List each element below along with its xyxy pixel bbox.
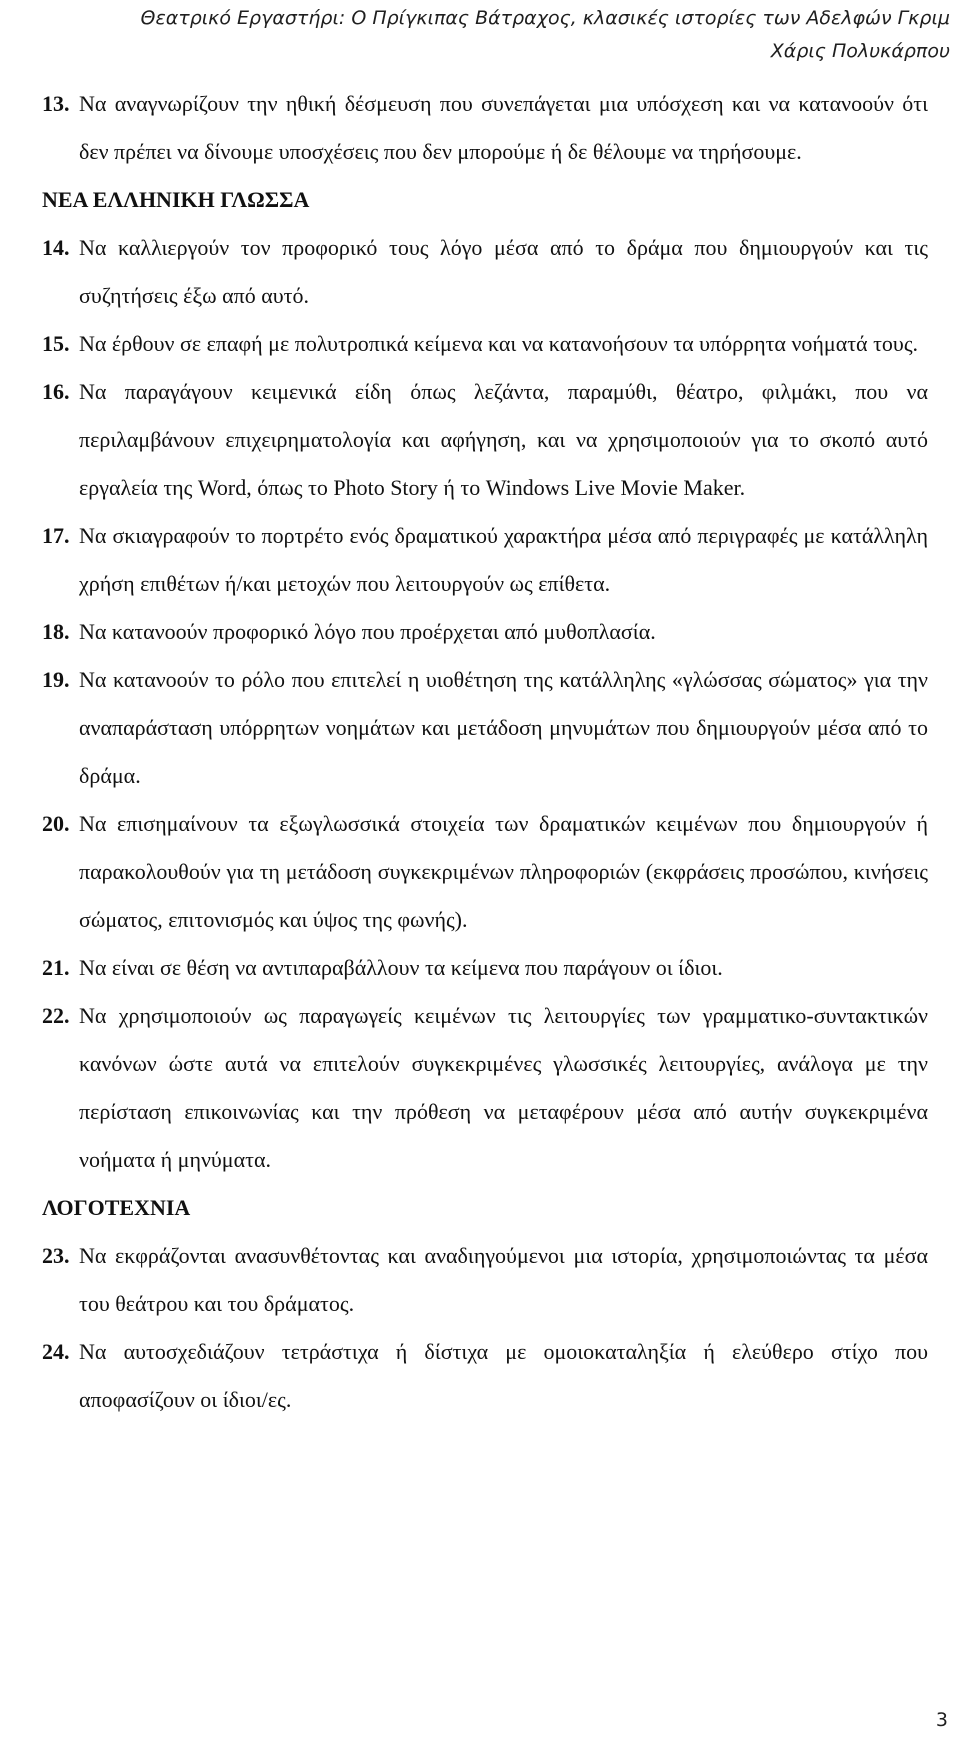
objective-item [42, 656, 928, 800]
item-number: 23. [42, 1243, 70, 1268]
item-text: Να κατανοούν το ρόλο που επιτελεί η υιοθέτηση της κατάλληλης «γλώσσας σώματος» για την αναπαράσταση υπόρρητων νοημάτων και μετάδοση μηνυμάτων που δημιουργούν μέσα από το δράμα. [79, 667, 928, 788]
objective-item [42, 944, 928, 992]
page-header [50, 2, 950, 68]
item-number: 13. [42, 91, 70, 116]
item-text: Να επισημαίνουν τα εξωγλωσσικά στοιχεία των δραματικών κειμένων που δημιουργούν ή παρακολουθούν για τη μετάδοση συγκεκριμένων πληροφοριών (εκφράσεις προσώπου, κινήσεις σώματος, επιτονισμός και ύψος της φωνής). [79, 811, 928, 932]
objective-item [42, 80, 928, 176]
item-text: Να έρθουν σε επαφή με πολυτροπικά κείμενα και να κατανοήσουν τα υπόρρητα νοήματά τους. [79, 331, 919, 356]
item-text: Να κατανοούν προφορικό λόγο που προέρχεται από μυθοπλασία. [79, 619, 656, 644]
objective-item [42, 800, 928, 944]
item-text: Να καλλιεργούν τον προφορικό τους λόγο μέσα από το δράμα που δημιουργούν και τις συζητήσεις έξω από αυτό. [79, 235, 928, 308]
header-author: Χάρις Πολυκάρπου [770, 40, 950, 62]
item-number: 24. [42, 1339, 70, 1364]
item-text: Να εκφράζονται ανασυνθέτοντας και αναδιηγούμενοι μια ιστορία, χρησιμοποιώντας τα μέσα του θεάτρου και του δράματος. [79, 1243, 928, 1316]
item-text: Να αναγνωρίζουν την ηθική δέσμευση που συνεπάγεται μια υπόσχεση και να κατανοούν ότι δεν πρέπει να δίνουμε υποσχέσεις που δεν μπορούμε ή δε θέλουμε να τηρήσουμε. [79, 91, 928, 164]
item-number: 16. [42, 379, 70, 404]
item-number: 18. [42, 619, 70, 644]
item-number: 15. [42, 331, 70, 356]
item-text: Να είναι σε θέση να αντιπαραβάλλουν τα κείμενα που παράγουν οι ίδιοι. [79, 955, 723, 980]
objective-item [42, 1328, 928, 1424]
item-text: Να χρησιμοποιούν ως παραγωγείς κειμένων τις λειτουργίες των γραμματικο-συντακτικών κανόνων ώστε αυτά να επιτελούν συγκεκριμένες γλωσσικές λειτουργίες, ανάλογα με την περίσταση επικοινωνίας και την πρόθεση να μεταφέρουν μέσα από αυτήν συγκεκριμένα νοήματα ή μηνύματα. [79, 1003, 928, 1172]
objective-item [42, 512, 928, 608]
page-number: 3 [935, 1709, 948, 1731]
objective-item [42, 992, 928, 1184]
item-text: Να παραγάγουν κειμενικά είδη όπως λεζάντα, παραμύθι, θέατρο, φιλμάκι, που να περιλαμβάνουν επιχειρηματολογία και αφήγηση, και να χρησιμοποιούν για το σκοπό αυτό εργαλεία της Word, όπως το Photo Story ή το Windows Live Movie Maker. [79, 379, 928, 500]
objectives-list [42, 80, 928, 1424]
item-number: 20. [42, 811, 70, 836]
objective-item [42, 1232, 928, 1328]
section-heading: ΛΟΓΟΤΕΧΝΙΑ [42, 1195, 191, 1220]
item-text: Να σκιαγραφούν το πορτρέτο ενός δραματικού χαρακτήρα μέσα από περιγραφές με κατάλληλη χρήση επιθέτων ή/και μετοχών που λειτουργούν ως επίθετα. [79, 523, 928, 596]
section-heading: ΝΕΑ ΕΛΛΗΝΙΚΗ ΓΛΩΣΣΑ [42, 187, 310, 212]
header-title: Θεατρικό Εργαστήρι: Ο Πρίγκιπας Βάτραχος, κλασικές ιστορίες των Αδελφών Γκριμ [140, 7, 950, 29]
item-number: 14. [42, 235, 70, 260]
objective-item [42, 224, 928, 320]
item-number: 22. [42, 1003, 70, 1028]
item-text: Να αυτοσχεδιάζουν τετράστιχα ή δίστιχα με ομοιοκαταληξία ή ελεύθερο στίχο που αποφασίζουν οι ίδιοι/ες. [79, 1339, 928, 1412]
item-number: 21. [42, 955, 70, 980]
objective-item [42, 320, 928, 368]
item-number: 19. [42, 667, 70, 692]
objective-item [42, 368, 928, 512]
item-number: 17. [42, 523, 70, 548]
objective-item [42, 608, 928, 656]
